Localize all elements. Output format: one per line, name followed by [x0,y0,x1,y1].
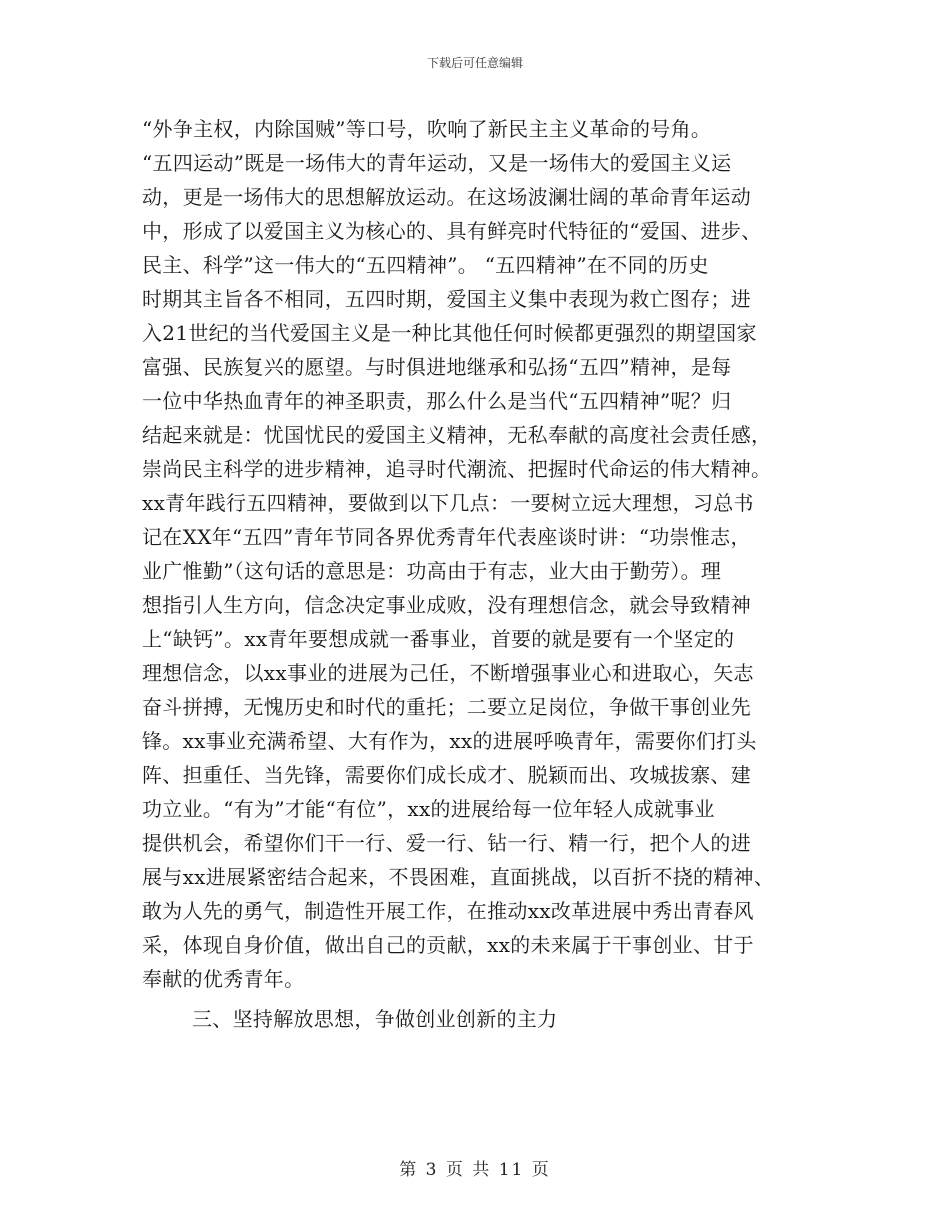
body-line-19: 锋。xx事业充满希望、大有作为，xx的进展呼唤青年，需要你们打头 [142,729,757,753]
body-line-6: 时期其主旨各不相同，五四时期，爱国主义集中表现为救亡图存；进 [142,287,751,311]
body-line-2: “五四运动”既是一场伟大的青年运动，又是一场伟大的爱国主义运 [142,151,732,175]
body-line-13: 记在XX年“五四”青年节同各界优秀青年代表座谈时讲：“功崇惟志， [142,525,751,549]
body-line-3: 动，更是一场伟大的思想解放运动。在这场波澜壮阔的革命青年运动 [142,185,751,209]
body-line-26: 奉献的优秀青年。 [142,967,305,991]
body-line-14: 业广惟勤”（这句话的意思是：功高由于有志，业大由于勤劳）。理 [142,559,722,583]
body-line-8: 富强、民族复兴的愿望。与时俱进地继承和弘扬“五四”精神，是每 [142,355,732,379]
body-line-4: 中，形成了以爱国主义为核心的、具有鲜亮时代特征的“爱国、进步、 [142,219,762,243]
body-line-18: 奋斗拼搏，无愧历史和时代的重托；二要立足岗位，争做干事创业先 [142,695,751,719]
section-heading: 三、坚持解放思想，争做创业创新的主力 [192,1007,558,1031]
body-line-7: 入21世纪的当代爱国主义是一种比其他任何时候都更强烈的期望国家 [142,321,757,345]
body-line-5: 民主、科学”这一伟大的“五四精神”。 “五四精神”在不同的历史 [142,253,709,277]
body-line-16: 上“缺钙”。xx青年要想成就一番事业，首要的就是要有一个坚定的 [142,627,735,651]
body-line-25: 采，体现自身价值，做出自己的贡献，xx的未来属于干事创业、甘于 [142,933,754,957]
body-line-22: 提供机会，希望你们干一行、爱一行、钻一行、精一行，把个人的进 [142,831,751,855]
body-line-24: 敢为人先的勇气，制造性开展工作，在推动xx改革进展中秀出青春风 [142,899,754,923]
page-footer: 第 3 页 共 11 页 [399,1160,551,1180]
body-line-20: 阵、担重任、当先锋，需要你们成长成才、脱颖而出、攻城拔寨、建 [142,763,751,787]
body-line-9: 一位中华热血青年的神圣职责，那么什么是当代“五四精神”呢？归 [142,389,732,413]
body-line-12: xx青年践行五四精神，要做到以下几点：一要树立远大理想，习总书 [142,491,754,515]
document-body [142,112,822,1036]
body-line-23: 展与xx进展紧密结合起来，不畏困难，直面挑战，以百折不挠的精神、 [142,865,775,889]
body-line-10: 结起来就是：忧国忧民的爱国主义精神，无私奉献的高度社会责任感， [142,423,772,447]
body-line-17: 理想信念，以xx事业的进展为己任，不断增强事业心和进取心，矢志 [142,661,754,685]
body-line-1: “外争主权，内除国贼”等口号，吹响了新民主主义革命的号角。 [142,117,712,141]
body-line-15: 想指引人生方向，信念决定事业成败，没有理想信念，就会导致精神 [142,593,751,617]
body-line-11: 崇尚民主科学的进步精神，追寻时代潮流、把握时代命运的伟大精神。 [142,457,772,481]
page-header: 下载后可任意编辑 [426,56,523,70]
body-line-21: 功立业。“有为”才能“有位”，xx的进展给每一位年轻人成就事业 [142,797,715,821]
